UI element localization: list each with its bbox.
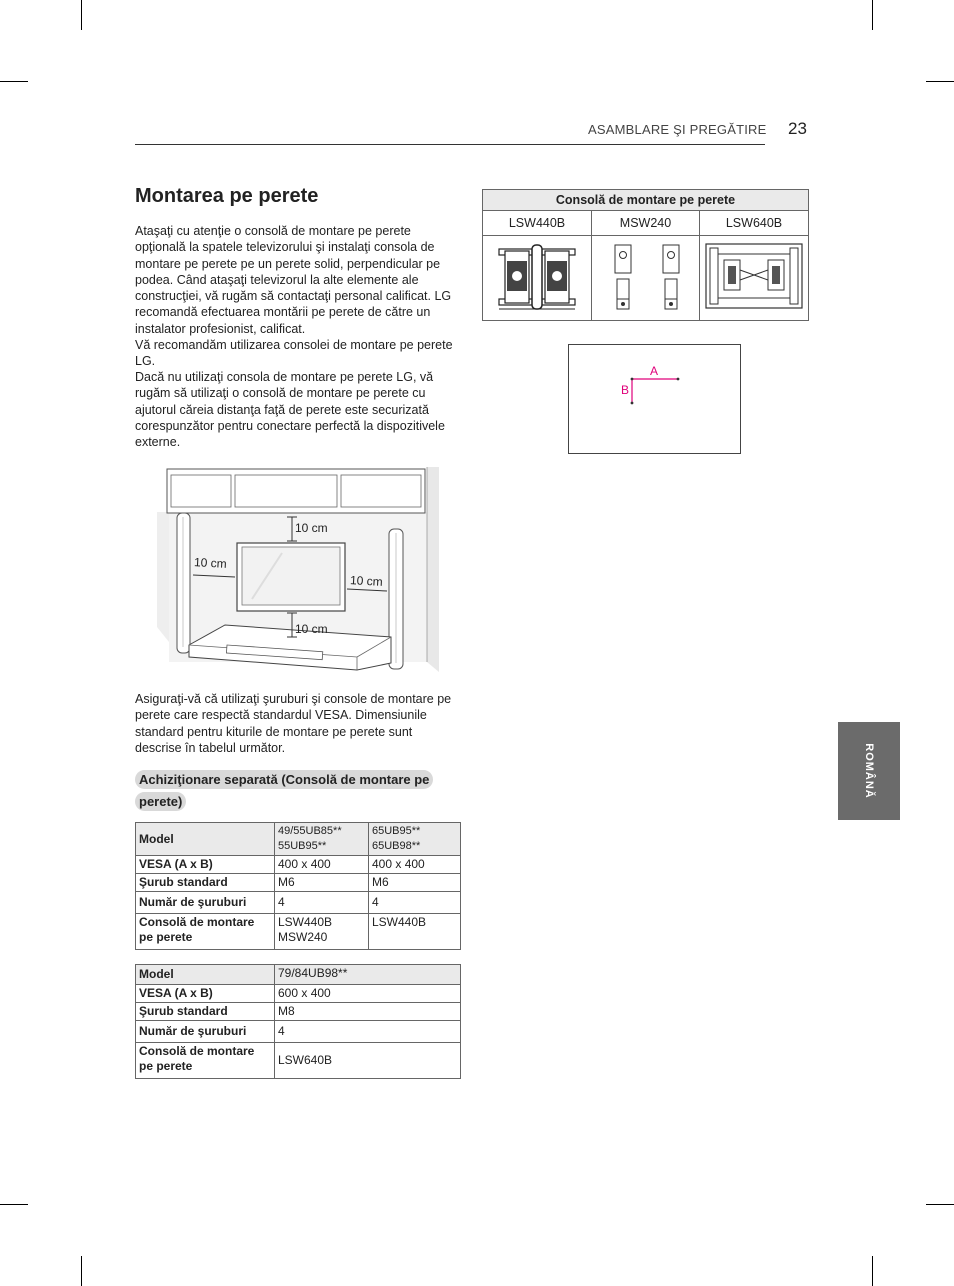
header-rule [135, 144, 765, 145]
msw240-bracket-image [601, 241, 691, 313]
top-clearance-label: 10 cm [295, 521, 328, 535]
table-cell: 49/55UB85** 55UB95** [275, 823, 369, 856]
table-row [136, 856, 461, 874]
table-cell-label: Număr de şuruburi [136, 892, 275, 914]
bracket-model: LSW440B [483, 211, 592, 236]
table-cell-label: VESA (A x B) [136, 985, 275, 1003]
bracket-table-header: Consolă de montare pe perete [483, 190, 809, 211]
table-row [136, 1003, 461, 1021]
table-cell: 4 [369, 892, 461, 914]
language-tab-label: ROMÂNĂ [863, 743, 875, 799]
vesa-paragraph: Asiguraţi-vă că utilizaţi şuruburi şi console de montare pe perete care respectă standardul VESA. Dimensiunile standard pentru kiturile de montare pe perete sunt descrise în tabelul următor. [135, 692, 452, 755]
vesa-diagram [568, 344, 741, 454]
table-row [136, 965, 461, 985]
separate-purchase-text: Achiziţionare separată (Consolă de montare pe perete) [135, 770, 433, 811]
crop-mark [81, 0, 82, 30]
crop-mark [926, 1204, 954, 1205]
table-row [136, 874, 461, 892]
table-cell: 4 [275, 1021, 461, 1043]
bracket-image-cell [700, 236, 809, 321]
table-cell: LSW440B MSW240 [275, 914, 369, 950]
bottom-clearance-label: 10 cm [295, 622, 328, 636]
language-tab [838, 722, 900, 820]
crop-mark [926, 81, 954, 82]
table-cell: M6 [369, 874, 461, 892]
vesa-label-a: A [650, 364, 659, 378]
separate-purchase-heading [135, 769, 451, 813]
recommend-paragraph: Vă recomandăm utilizarea consolei de montare pe perete LG. [135, 338, 453, 369]
table-cell: LSW440B [369, 914, 461, 950]
table-row [136, 1021, 461, 1043]
installation-clearance-illustration [157, 467, 439, 672]
vesa-spec-table-1 [135, 822, 461, 950]
vesa-dimension-arrows [569, 345, 740, 453]
table-cell-label: VESA (A x B) [136, 856, 275, 874]
table-cell: 400 x 400 [275, 856, 369, 874]
table-row [483, 190, 809, 211]
table-row [483, 211, 809, 236]
bracket-model: LSW640B [700, 211, 809, 236]
crop-mark [0, 81, 28, 82]
table-cell: LSW640B [275, 1043, 461, 1079]
table-cell-label: Model [136, 965, 275, 985]
table-cell: 600 x 400 [275, 985, 461, 1003]
crop-mark [872, 1256, 873, 1286]
table-cell-label: Număr de şuruburi [136, 1021, 275, 1043]
table-row [136, 914, 461, 950]
table-row [483, 236, 809, 321]
table-cell-label: Şurub standard [136, 874, 275, 892]
table-cell-label: Model [136, 823, 275, 856]
table-cell: 4 [275, 892, 369, 914]
table-cell-label: Şurub standard [136, 1003, 275, 1021]
bracket-image-cell [483, 236, 592, 321]
table-cell: M8 [275, 1003, 461, 1021]
section-title: ASAMBLARE ŞI PREGĂTIRE [588, 122, 767, 137]
crop-mark [81, 1256, 82, 1286]
table-cell: M6 [275, 874, 369, 892]
lsw640b-bracket-image [704, 240, 804, 314]
table-row [136, 892, 461, 914]
table-cell: 400 x 400 [369, 856, 461, 874]
left-clearance-label: 10 cm [193, 555, 228, 571]
lsw440b-bracket-image [497, 241, 577, 313]
not-lg-paragraph: Dacă nu utilizaţi consola de montare pe perete LG, vă rugăm să utilizaţi o consolă de montare pe perete cu ajutorul căreia distanţa faţă de perete este securizată corespunzător pentru conectare perfectă la dispozitivele externe. [135, 370, 445, 450]
page-number: 23 [788, 119, 807, 138]
table-cell: 79/84UB98** [275, 965, 461, 985]
right-clearance-label: 10 cm [349, 573, 384, 589]
vesa-label-b: B [621, 383, 630, 397]
table-row [136, 823, 461, 856]
table-cell: 65UB95** 65UB98** [369, 823, 461, 856]
table-row [136, 1043, 461, 1079]
vesa-spec-table-2 [135, 964, 461, 1079]
bracket-model: MSW240 [592, 211, 700, 236]
table-cell-label: Consolă de montare pe perete [136, 914, 275, 950]
crop-mark [0, 1204, 28, 1205]
table-row [136, 985, 461, 1003]
page-title: Montarea pe perete [135, 185, 319, 207]
crop-mark [872, 0, 873, 30]
bracket-table [482, 189, 809, 321]
intro-paragraph: Ataşaţi cu atenţie o consolă de montare pe perete opţională la spatele televizorului şi instalaţi consola de montare pe perete pe un perete solid, perpendicular pe podea. Când ataşaţi televizorul la alte elemente ale construcţiei, vă rugăm să contactaţi personal calificat. LG recomandă efectuarea montării pe perete de către un instalator profesionist, calificat. [135, 224, 452, 336]
bracket-image-cell [592, 236, 700, 321]
table-cell-label: Consolă de montare pe perete [136, 1043, 275, 1079]
